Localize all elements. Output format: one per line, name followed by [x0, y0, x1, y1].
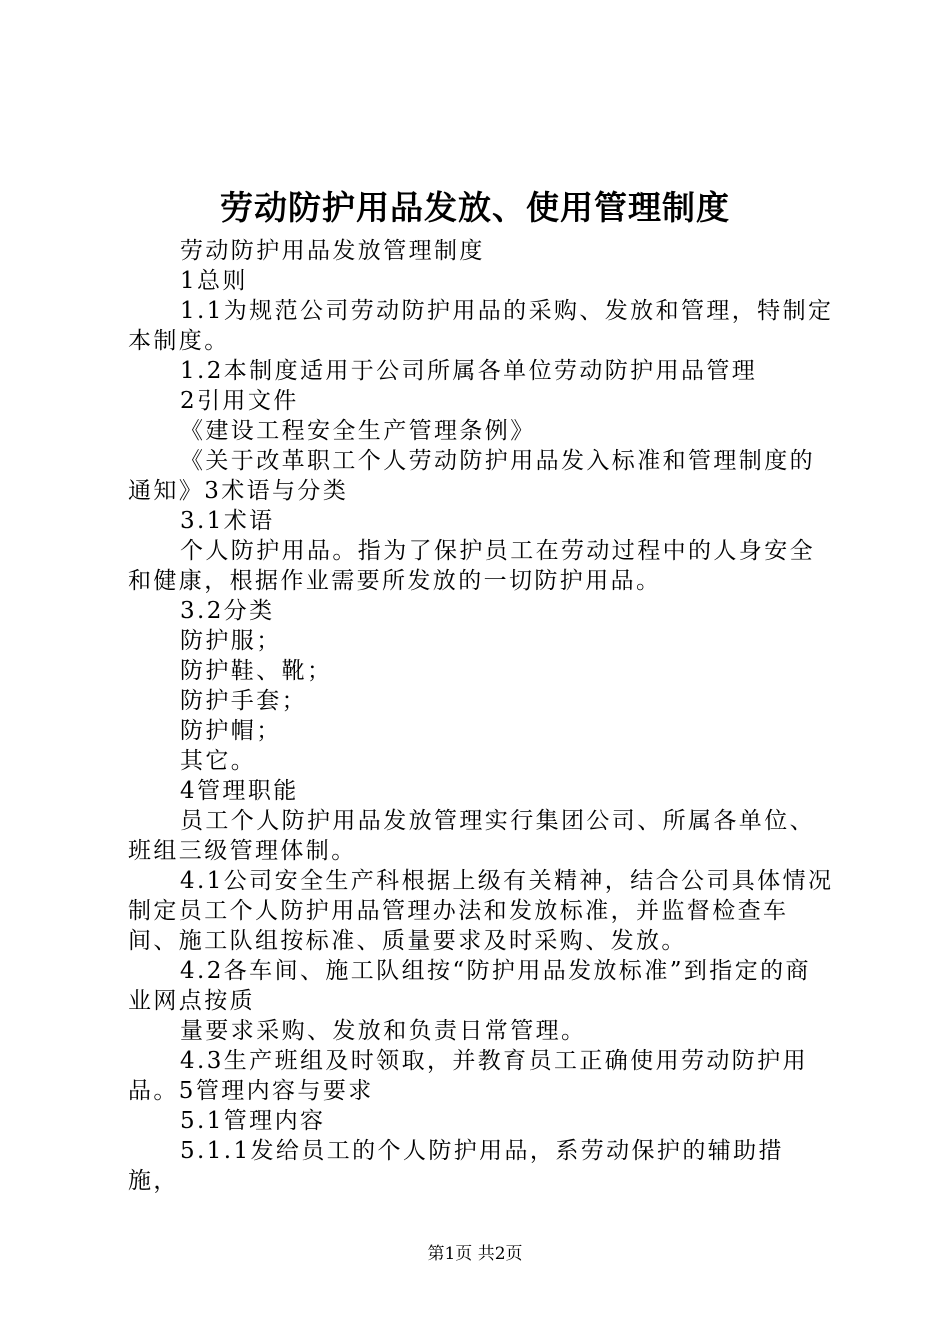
- paragraph: 劳动防护用品发放管理制度: [180, 238, 485, 264]
- paragraph: 1.1为规范公司劳动防护用品的采购、发放和管理，特制定本制度。: [128, 298, 834, 354]
- list-item: 防护服；: [180, 628, 282, 654]
- paragraph: 1.2本制度适用于公司所属各单位劳动防护用品管理: [180, 358, 758, 384]
- section-heading: 2引用文件: [180, 388, 299, 414]
- list-item: 防护手套；: [180, 688, 307, 714]
- section-heading: 1总则: [180, 268, 248, 294]
- paragraph: 4.2各车间、施工队组按“防护用品发放标准”到指定的商业网点按质: [128, 958, 811, 1014]
- paragraph: 量要求采购、发放和负责日常管理。: [180, 1018, 587, 1044]
- section-heading: 3.2分类: [180, 598, 275, 624]
- paragraph: 4.1公司安全生产科根据上级有关精神，结合公司具体情况制定员工个人防护用品管理办法和发放标准，并监督检查车间、施工队组按标准、质量要求及时采购、发放。: [128, 868, 834, 954]
- document-title: 劳动防护用品发放、使用管理制度: [220, 188, 730, 227]
- section-heading: 4管理职能: [180, 778, 299, 804]
- paragraph: 《建设工程安全生产管理条例》: [180, 418, 536, 444]
- list-item: 其它。: [180, 748, 257, 774]
- list-item: 防护鞋、靴；: [180, 658, 333, 684]
- page-footer: [0, 1242, 950, 1266]
- paragraph: 4.3生产班组及时领取，并教育员工正确使用劳动防护用品。5管理内容与要求: [128, 1048, 808, 1104]
- page-number: 第1页 共2页: [427, 1244, 523, 1264]
- paragraph: 个人防护用品。指为了保护员工在劳动过程中的人身安全和健康，根据作业需要所发放的一切防护用品。: [128, 538, 815, 594]
- section-heading: 3.1术语: [180, 508, 275, 534]
- section-heading: 5.1管理内容: [180, 1108, 326, 1134]
- paragraph: 《关于改革职工个人劳动防护用品发入标准和管理制度的通知》3术语与分类: [128, 448, 815, 504]
- paragraph: 员工个人防护用品发放管理实行集团公司、所属各单位、班组三级管理体制。: [128, 808, 815, 864]
- document-body: [128, 236, 834, 1196]
- paragraph: 5.1.1发给员工的个人防护用品，系劳动保护的辅助措施，: [128, 1138, 784, 1194]
- list-item: 防护帽；: [180, 718, 282, 744]
